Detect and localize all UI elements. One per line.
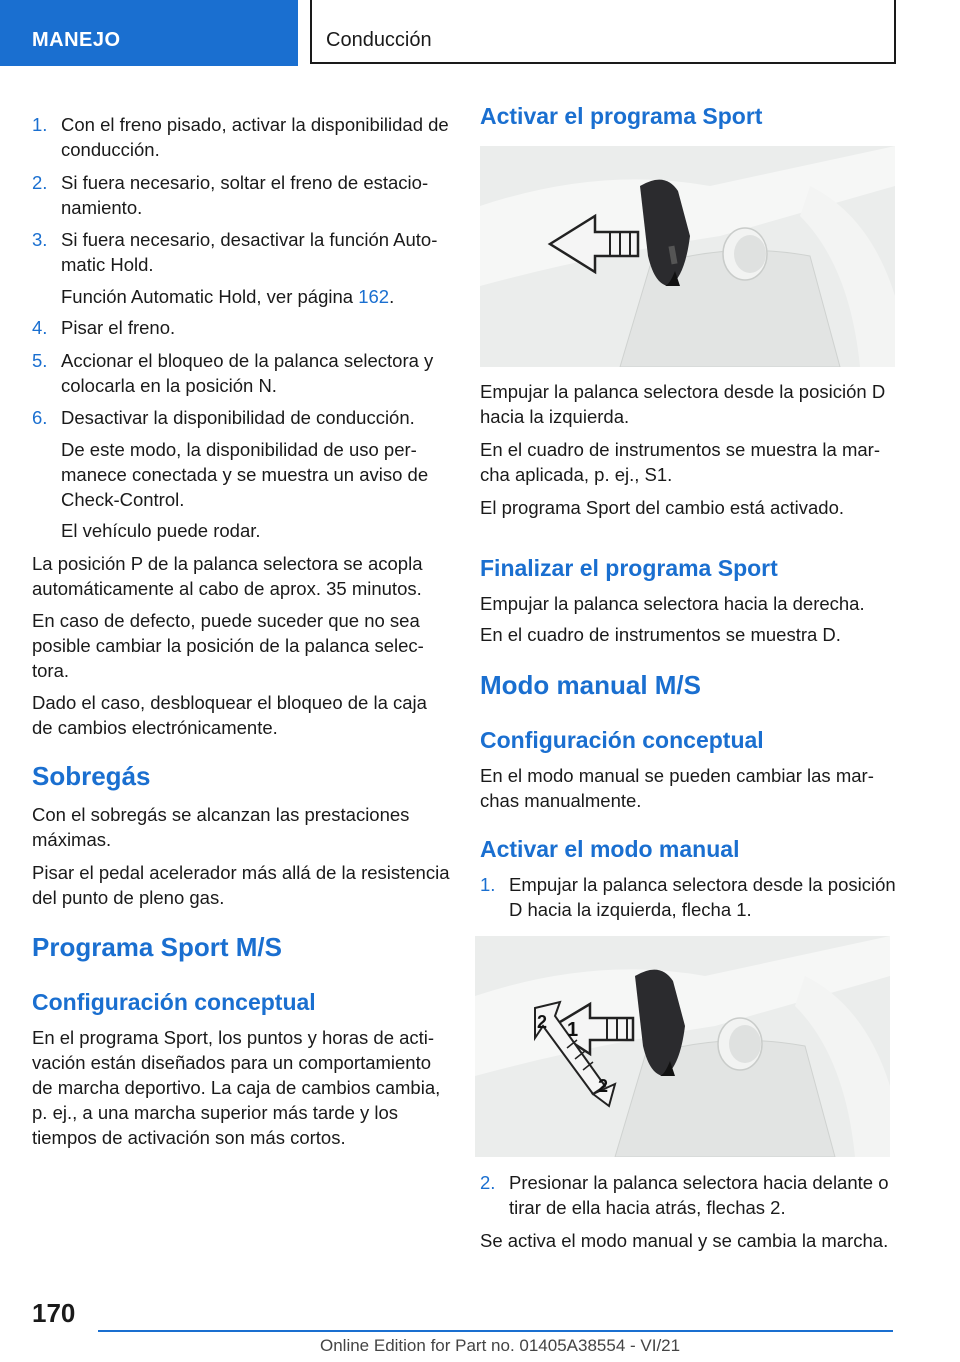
step-text: Empujar la palanca selectora desde la posición D hacia la izquierda, flecha 1. [509, 874, 896, 920]
paragraph: En el cuadro de instrumentos se muestra D. [480, 624, 841, 645]
paragraph: En el programa Sport, los puntos y horas de activación están diseñados para un comportamiento de marcha deportivo. La caja de cambios cambia, p. ej., a una marcha superior más tarde y los tiempos de activación son más cortos. [32, 1027, 441, 1148]
step-number: 3. [32, 229, 48, 250]
heading-modo-manual: Modo manual M/S [480, 670, 701, 700]
heading-activar-manual: Activar el modo manual [480, 836, 740, 862]
heading-programa-sport: Programa Sport M/S [32, 932, 282, 962]
step-text: Desactivar la disponibilidad de conducción. [61, 407, 415, 428]
arrow-2-label: 2 [537, 1012, 548, 1032]
step-number: 1. [480, 874, 496, 895]
step-text: Con el freno pisado, activar la disponibilidad de conducción. [61, 114, 449, 160]
paragraph: Empujar la palanca selectora desde la posición D hacia la izquierda. [480, 381, 886, 427]
cross-reference [32, 284, 450, 309]
paragraph: Empujar la palanca selectora hacia la derecha. [480, 593, 865, 614]
edition-note: Online Edition for Part no. 01405A38554 - VI/21 [320, 1336, 681, 1355]
heading-configuracion: Configuración conceptual [32, 989, 316, 1015]
heading-finalizar-sport: Finalizar el programa Sport [480, 555, 778, 581]
chapter-title: Conducción [310, 0, 896, 64]
step-text: Presionar la palanca selectora hacia delante o tirar de ella hacia atrás, flechas 2. [509, 1172, 889, 1218]
step-text: Si fuera necesario, desactivar la función Automatic Hold. [61, 229, 438, 275]
step-text: Accionar el bloqueo de la palanca selectora y colocarla en la posición N. [61, 350, 434, 396]
arrow-1-label: 1 [567, 1019, 579, 1041]
paragraph: En caso de defecto, puede suceder que no sea posible cambiar la posición de la palanca selectora. [32, 610, 424, 681]
step-number: 2. [480, 1172, 496, 1193]
reference-text: Función Automatic Hold, ver página [61, 286, 359, 307]
paragraph: Con el sobregás se alcanzan las prestaciones máximas. [32, 804, 410, 850]
step-number: 6. [32, 407, 48, 428]
list-item [32, 170, 450, 220]
list-item [480, 1170, 896, 1220]
heading-sobregas: Sobregás [32, 761, 151, 791]
list-item [32, 348, 450, 398]
paragraph: En el cuadro de instrumentos se muestra la marcha aplicada, p. ej., S1. [480, 439, 880, 485]
heading-activar-sport: Activar el programa Sport [480, 103, 763, 129]
arrow-2-label: 2 [598, 1076, 609, 1096]
step-text: Si fuera necesario, soltar el freno de estacionamiento. [61, 172, 429, 218]
paragraph: Dado el caso, desbloquear el bloqueo de la caja de cambios electrónicamente. [32, 692, 427, 738]
page-number: 170 [32, 1298, 76, 1328]
step-text: Pisar el freno. [61, 317, 176, 338]
list-item [32, 112, 450, 162]
gear-selector-illustration [480, 146, 895, 367]
reference-suffix: . [389, 286, 395, 307]
section-tab: MANEJO [0, 0, 298, 66]
gear-selector-arrows-illustration [475, 936, 890, 1157]
step-note: De este modo, la disponibilidad de uso permanece conectada y se muestra un aviso de Check-Control. [61, 439, 429, 510]
paragraph: Se activa el modo manual y se cambia la marcha. [480, 1230, 889, 1251]
step-number: 1. [32, 114, 48, 135]
step-number: 5. [32, 350, 48, 371]
paragraph: En el modo manual se pueden cambiar las marchas manualmente. [480, 765, 874, 811]
manual-mode-figure [475, 936, 890, 1157]
step-note: El vehículo puede rodar. [61, 520, 261, 541]
selector-lever-figure [480, 146, 895, 367]
list-item [480, 872, 896, 922]
paragraph: La posición P de la palanca selectora se acopla automáticamente al cabo de aprox. 35 minutos. [32, 553, 423, 599]
list-item [32, 315, 450, 340]
heading-configuracion: Configuración conceptual [480, 727, 764, 753]
paragraph: El programa Sport del cambio está activado. [480, 497, 845, 518]
list-item [32, 405, 450, 430]
list-item [32, 227, 450, 277]
footer-divider [98, 1330, 893, 1332]
step-number: 2. [32, 172, 48, 193]
paragraph: Pisar el pedal acelerador más allá de la resistencia del punto de pleno gas. [32, 862, 450, 908]
step-number: 4. [32, 317, 48, 338]
page-link[interactable]: 162 [358, 286, 390, 307]
